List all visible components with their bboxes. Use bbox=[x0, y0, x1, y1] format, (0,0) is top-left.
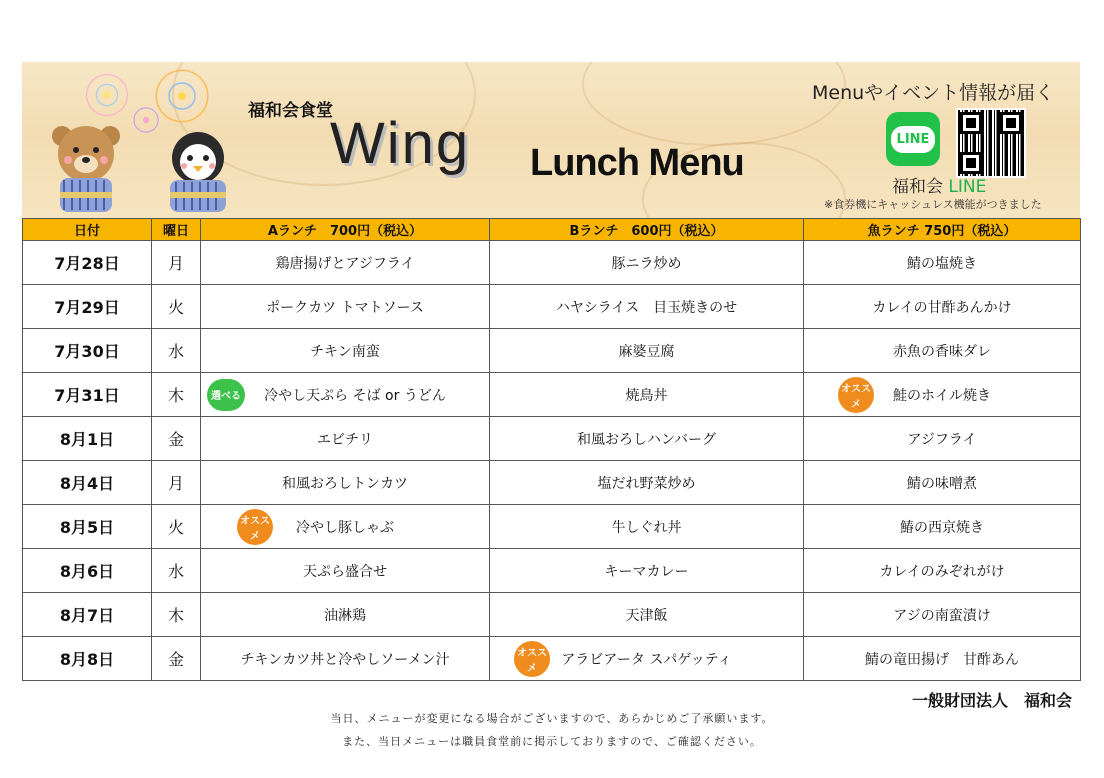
date-cell: 8月1日 bbox=[23, 417, 152, 461]
bear-mascot-icon bbox=[46, 122, 130, 216]
table-row bbox=[23, 637, 1081, 681]
column-header-weekday: 曜日 bbox=[152, 219, 201, 241]
line-qr-code[interactable] bbox=[956, 108, 1026, 178]
table-row bbox=[23, 549, 1081, 593]
line-account-prefix: 福和会 bbox=[892, 177, 943, 197]
table-row bbox=[23, 329, 1081, 373]
lunch-b-cell: 塩だれ野菜炒め bbox=[490, 461, 804, 505]
recommend-badge-icon: オススメ bbox=[237, 509, 273, 545]
lunch-a-cell: チキン南蛮 bbox=[201, 329, 490, 373]
weekday-cell: 水 bbox=[152, 549, 201, 593]
page-title: Lunch Menu bbox=[530, 142, 744, 184]
lunch-a-cell: ポークカツ トマトソース bbox=[201, 285, 490, 329]
notice-line-1: 当日、メニューが変更になる場合がございますので、あらかじめご了承願います。 bbox=[330, 712, 774, 725]
lunch-a-cell: 鶏唐揚げとアジフライ bbox=[201, 241, 490, 285]
cashless-note: ※食券機にキャッシュレス機能がつきました bbox=[824, 198, 1042, 211]
date-cell: 8月8日 bbox=[23, 637, 152, 681]
lunch-b-cell: 麻婆豆腐 bbox=[490, 329, 804, 373]
fish-lunch-cell: カレイのみぞれがけ bbox=[804, 549, 1081, 593]
lunch-b-cell: 牛しぐれ丼 bbox=[490, 505, 804, 549]
lunch-b-cell: キーマカレー bbox=[490, 549, 804, 593]
table-header-row bbox=[23, 219, 1081, 241]
line-account-label bbox=[892, 172, 986, 197]
lunch-a-cell: 天ぷら盛合せ bbox=[201, 549, 490, 593]
date-cell: 7月28日 bbox=[23, 241, 152, 285]
table-row bbox=[23, 417, 1081, 461]
fish-lunch-cell: 赤魚の香味ダレ bbox=[804, 329, 1081, 373]
weekday-cell: 火 bbox=[152, 285, 201, 329]
line-promo-text: Menuやイベント情報が届く bbox=[812, 82, 1055, 104]
lunch-a-cell: エビチリ bbox=[201, 417, 490, 461]
weekday-cell: 木 bbox=[152, 593, 201, 637]
date-cell: 7月29日 bbox=[23, 285, 152, 329]
qr-finder-pattern bbox=[1000, 112, 1022, 134]
column-header-lunch-b: Bランチ 600円（税込） bbox=[490, 219, 804, 241]
lunch-b-cell: 和風おろしハンバーグ bbox=[490, 417, 804, 461]
lunch-a-cell: 和風おろしトンカツ bbox=[201, 461, 490, 505]
qr-finder-pattern bbox=[960, 152, 982, 174]
fish-lunch-cell: 鰆の西京焼き bbox=[804, 505, 1081, 549]
lunch-b-dish: アラビアータ スパゲッティ bbox=[561, 651, 732, 668]
table-row bbox=[23, 505, 1081, 549]
menu-header-banner bbox=[22, 62, 1080, 218]
notice-line-2: また、当日メニューは職員食堂前に掲示しておりますので、ご確認ください。 bbox=[342, 735, 762, 748]
weekday-cell: 金 bbox=[152, 637, 201, 681]
weekday-cell: 水 bbox=[152, 329, 201, 373]
fish-lunch-cell: 鯖の味噌煮 bbox=[804, 461, 1081, 505]
date-cell: 8月5日 bbox=[23, 505, 152, 549]
penguin-mascot-icon bbox=[156, 130, 240, 216]
choose-badge-icon: 選べる bbox=[207, 379, 245, 411]
lunch-a-cell bbox=[201, 505, 490, 549]
cafeteria-name: 福和会食堂 bbox=[248, 101, 333, 121]
column-header-lunch-a: Aランチ 700円（税込） bbox=[201, 219, 490, 241]
wood-grain bbox=[582, 62, 846, 146]
date-cell: 7月30日 bbox=[23, 329, 152, 373]
column-header-date: 日付 bbox=[23, 219, 152, 241]
date-cell: 8月4日 bbox=[23, 461, 152, 505]
table-row bbox=[23, 285, 1081, 329]
line-logo-icon[interactable]: LINE bbox=[886, 112, 940, 166]
column-header-fish-lunch: 魚ランチ 750円（税込） bbox=[804, 219, 1081, 241]
lunch-b-cell: ハヤシライス 目玉焼きのせ bbox=[490, 285, 804, 329]
fish-lunch-cell: 鯖の塩焼き bbox=[804, 241, 1081, 285]
weekday-cell: 木 bbox=[152, 373, 201, 417]
recommend-badge-icon: オススメ bbox=[838, 377, 874, 413]
date-cell: 7月31日 bbox=[23, 373, 152, 417]
table-row bbox=[23, 461, 1081, 505]
weekday-cell: 金 bbox=[152, 417, 201, 461]
weekday-cell: 月 bbox=[152, 241, 201, 285]
brand-logo-text: Wing bbox=[330, 111, 471, 176]
organization-name: 一般財団法人 福和会 bbox=[912, 691, 1073, 710]
line-account-word: LINE bbox=[948, 177, 987, 197]
fish-lunch-cell: アジフライ bbox=[804, 417, 1081, 461]
date-cell: 8月6日 bbox=[23, 549, 152, 593]
date-cell: 8月7日 bbox=[23, 593, 152, 637]
lunch-b-cell: 天津飯 bbox=[490, 593, 804, 637]
lunch-b-cell: 焼鳥丼 bbox=[490, 373, 804, 417]
lunch-a-dish: 冷やし天ぷら そば or うどん bbox=[264, 387, 446, 404]
fish-lunch-cell: アジの南蛮漬け bbox=[804, 593, 1081, 637]
lunch-a-cell: 油淋鶏 bbox=[201, 593, 490, 637]
recommend-badge-icon: オススメ bbox=[514, 641, 550, 677]
table-row bbox=[23, 593, 1081, 637]
fish-lunch-cell bbox=[804, 373, 1081, 417]
lunch-a-cell bbox=[201, 373, 490, 417]
table-row bbox=[23, 241, 1081, 285]
qr-finder-pattern bbox=[960, 112, 982, 134]
lunch-a-dish: 冷やし豚しゃぶ bbox=[296, 519, 394, 536]
firework-icon bbox=[84, 72, 130, 118]
fish-lunch-cell: 鯖の竜田揚げ 甘酢あん bbox=[804, 637, 1081, 681]
weekday-cell: 月 bbox=[152, 461, 201, 505]
lunch-a-cell: チキンカツ丼と冷やしソーメン汁 bbox=[201, 637, 490, 681]
lunch-b-cell bbox=[490, 637, 804, 681]
table-row bbox=[23, 373, 1081, 417]
lunch-b-cell: 豚ニラ炒め bbox=[490, 241, 804, 285]
weekday-cell: 火 bbox=[152, 505, 201, 549]
fish-lunch-cell: カレイの甘酢あんかけ bbox=[804, 285, 1081, 329]
lunch-menu-table bbox=[22, 218, 1081, 681]
fish-lunch-dish: 鮭のホイル焼き bbox=[893, 387, 991, 404]
